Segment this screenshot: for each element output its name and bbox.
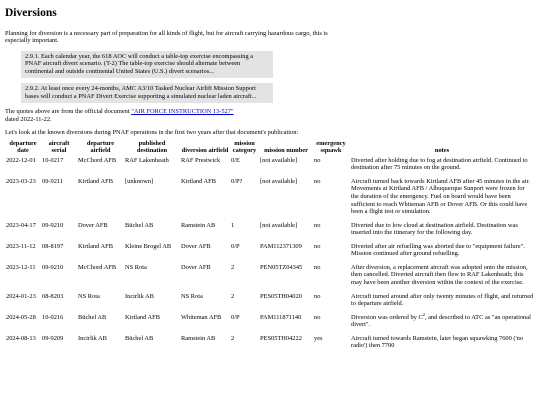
cell-departure-airfield: Kirtland AFB <box>78 177 113 185</box>
cell-aircraft-serial: 10-0217 <box>42 156 64 164</box>
quote-text: 2.9.2. At least once every 24-months, AMC A3/10 Tasked Nuclear Airlift Mission Support bases will conduct a PNAF Divert Exercise supporting a simulated nuclear laden aircraft... <box>25 85 257 100</box>
cell-published-destination: Kirtland AFB <box>125 313 160 321</box>
cell-notes: Aircraft turned back towards Kirtland AFB after 45 minutes in the air. Movements at Kirtland AFB / Albuquerque Sunport were frozen for the duration of the emergency. Fuel on board would have been sufficient to reach Whiteman AFB or Dover AFB. Or this could have been a flight test or simulation. <box>351 177 530 216</box>
header-departure-airfield: departure airfield <box>86 140 115 154</box>
cell-aircraft-serial: 09-9210 <box>42 221 64 229</box>
cell-published-destination: Büchel AB <box>125 221 154 229</box>
cell-mission-number: PAM112371309 <box>260 242 302 250</box>
cell-departure-airfield: McChord AFB <box>78 156 117 164</box>
source-paragraph <box>5 108 535 123</box>
cell-mission-number: [not available] <box>260 177 298 185</box>
cell-mission-category: 0/P <box>231 313 240 321</box>
table-row <box>5 243 535 264</box>
cell-notes: After diversion, a replacement aircraft was adopted onto the mission, then cancelled. Diverted aircraft then flew to RAF Lakenheath; this may have been another diversion within the context of the exercise. <box>351 263 528 286</box>
cell-diversion-airfield: Ramstein AB <box>181 334 216 342</box>
cell-aircraft-serial: 08-8197 <box>42 242 64 250</box>
cell-departure-date: 2023-04-17 <box>6 221 36 229</box>
table-body <box>5 157 535 356</box>
source-date: dated 2022-11-22. <box>5 115 52 123</box>
header-mission-number: mission number <box>264 146 308 154</box>
cell-departure-airfield: Incirlik AB <box>78 334 107 342</box>
cell-mission-number: [not available] <box>260 221 298 229</box>
header-mission-category: mission category <box>232 140 257 154</box>
table-row <box>5 314 535 335</box>
cell-published-destination: Kleine Brogel AB <box>125 242 172 250</box>
cell-emergency-squawk: no <box>314 156 321 164</box>
cell-mission-number: PES05TH04222 <box>260 334 302 342</box>
table-header-row <box>5 141 535 157</box>
table-row <box>5 178 535 222</box>
cell-published-destination: Büchel AB <box>125 334 154 342</box>
cell-published-destination: NS Rota <box>125 263 147 271</box>
cell-diversion-airfield: Ramstein AB <box>181 221 216 229</box>
cell-notes: Aircraft turned around after only twenty minutes of flight, and returned to departure airfield. <box>351 292 534 308</box>
cell-departure-date: 2023-03-23 <box>6 177 36 185</box>
cell-published-destination: RAF Lakenheath <box>125 156 169 164</box>
cell-departure-date: 2024-08-13 <box>6 334 36 342</box>
source-document-link[interactable]: "AIR FORCE INSTRUCTION 13-527" <box>131 108 234 116</box>
cell-emergency-squawk: no <box>314 292 321 300</box>
cell-emergency-squawk: no <box>314 263 321 271</box>
cell-aircraft-serial: 10-0216 <box>42 313 64 321</box>
header-notes: notes <box>434 146 450 154</box>
quote-block-1 <box>21 51 273 79</box>
cell-mission-number: PEN05TZ04345 <box>260 263 303 271</box>
cell-mission-category: 2 <box>231 292 235 300</box>
cell-mission-category: 0/P <box>231 242 240 250</box>
cell-mission-category: 2 <box>231 334 235 342</box>
cell-mission-category: 1 <box>231 221 235 229</box>
cell-departure-date: 2023-11-12 <box>6 242 36 250</box>
table-row <box>5 222 535 243</box>
cell-departure-airfield: Büchel AB <box>78 313 107 321</box>
cell-emergency-squawk: no <box>314 313 321 321</box>
cell-mission-number: PES05TH04020 <box>260 292 302 300</box>
cell-aircraft-serial: 09-9210 <box>42 263 64 271</box>
cell-departure-date: 2023-12-11 <box>6 263 36 271</box>
source-prefix: The quotes above are from the official document <box>5 108 132 116</box>
cell-departure-date: 2024-05-28 <box>6 313 36 321</box>
header-diversion-airfield: diversion airfield <box>181 146 229 154</box>
header-emergency-squawk: emergency squawk <box>316 140 346 154</box>
cell-diversion-airfield: Dover AFB <box>181 242 211 250</box>
cell-diversion-airfield: RAF Prestwick <box>181 156 221 164</box>
table-row <box>5 293 535 314</box>
intro-paragraph: Planning for diversion is a necessary part of preparation for all kinds of flight, but for aircraft carrying hazardous cargo, this is especially important. <box>5 29 328 45</box>
cell-mission-number: PAM111871140 <box>260 313 302 321</box>
cell-mission-number: [not available] <box>260 156 298 164</box>
cell-diversion-airfield: Dover AFB <box>181 263 211 271</box>
cell-aircraft-serial: 09-9211 <box>42 177 64 185</box>
cell-notes: Diverted after holding due to fog at destination airfield. Continued to destination after 75 minutes on the ground. <box>351 156 528 172</box>
cell-published-destination: Incirlik AB <box>125 292 154 300</box>
cell-emergency-squawk: no <box>314 177 321 185</box>
cell-diversion-airfield: Kirtland AFB <box>181 177 216 185</box>
cell-aircraft-serial: 08-8203 <box>42 292 64 300</box>
header-aircraft-serial: aircraft serial <box>48 140 70 154</box>
cell-emergency-squawk: no <box>314 242 321 250</box>
table-row <box>5 335 535 356</box>
cell-notes: Diverted after air refuelling was aborted due to "equipment failure". Mission continued after ground refuelling. <box>351 242 525 258</box>
cell-departure-airfield: McChord AFB <box>78 263 117 271</box>
cell-departure-date: 2022-12-01 <box>6 156 36 164</box>
table-row <box>5 157 535 178</box>
cell-published-destination: [unknown] <box>125 177 154 185</box>
page-title: Diversions <box>5 7 57 19</box>
cell-emergency-squawk: yes <box>314 334 323 342</box>
header-published-destination: published destination <box>136 140 168 154</box>
cell-departure-date: 2024-01-23 <box>6 292 36 300</box>
cell-diversion-airfield: NS Rota <box>181 292 203 300</box>
cell-notes: Aircraft turned towards Ramstein, later began squawking 7600 ('no radio') then 7700 <box>351 334 524 350</box>
cell-departure-airfield: NS Rota <box>78 292 100 300</box>
quote-block-2 <box>21 83 273 103</box>
cell-mission-category: 0/E <box>231 156 240 164</box>
cell-emergency-squawk: no <box>314 221 321 229</box>
cell-aircraft-serial: 09-9209 <box>42 334 64 342</box>
diversions-table <box>5 141 535 356</box>
cell-mission-category: 0/P? <box>231 177 243 185</box>
cell-notes: Diverted due to low cloud at destination airfield. Destination was inserted into the itinerary for the following day. <box>351 221 518 237</box>
cell-departure-airfield: Dover AFB <box>78 221 108 229</box>
cell-departure-airfield: Kirtland AFB <box>78 242 113 250</box>
cell-mission-category: 2 <box>231 263 235 271</box>
table-lead-paragraph: Let's look at the known diversions during PNAF operations in the first two years after that document's publication: <box>5 129 299 137</box>
cell-notes: Diversion was ordered by $C^2$, and described to ATC as "an operational divert". <box>351 311 531 329</box>
header-departure-date: departure date <box>9 140 37 154</box>
quote-text: 2.9.1. Each calendar year, the 618 AOC will conduct a table-top exercise encompassing a PNAF aircraft divert scenario. (T-2) The table-top exercise should alternate between continental and outside continental United States (U.S.) divert scenarios... <box>25 52 254 75</box>
table-row <box>5 264 535 293</box>
cell-diversion-airfield: Whiteman AFB <box>181 313 222 321</box>
